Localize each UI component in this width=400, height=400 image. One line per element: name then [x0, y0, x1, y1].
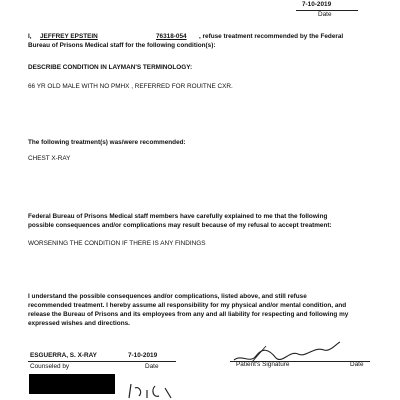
- patient-name: JEFFREY EPSTEIN: [40, 33, 98, 40]
- intro-suffix: , refuse treatment recommended by the Federal: [199, 33, 344, 40]
- condition-heading: DESCRIBE CONDITION IN LAYMAN'S TERMINOLOGY:: [28, 64, 193, 71]
- counseled-by-label: Counseled by: [30, 363, 70, 370]
- header-date-value: 7-10-2019: [302, 1, 332, 8]
- acknowledgement-line-4: expressed wishes and directions.: [28, 320, 130, 327]
- redaction-block: [29, 374, 115, 394]
- counselor-signature-line: [28, 361, 176, 362]
- header-date-label: Date: [318, 11, 332, 18]
- consequences-text: WORSENING THE CONDITION IF THERE IS ANY FINDINGS: [28, 240, 206, 247]
- treatment-text: CHEST X-RAY: [28, 155, 71, 162]
- counselor-date-label: Date: [145, 363, 159, 370]
- patient-signature-label: Patient's Signature: [236, 361, 290, 368]
- intro-prefix: I,: [28, 33, 32, 40]
- handwritten-initials-scribble: [125, 382, 195, 400]
- acknowledgement-line-1: I understand the possible consequences and/or complications, listed above, and still refuse: [28, 293, 307, 300]
- register-number: 76318-054: [156, 33, 187, 40]
- consequences-line-2: possible consequences and/or complications may result because of my refusal to accept treatment:: [28, 222, 332, 229]
- acknowledgement-line-2: recommended treatment. I hereby assume all responsibility for my physical and/or mental condition, and: [28, 302, 347, 309]
- condition-text: 66 YR OLD MALE WITH NO PMHX , REFERRED FOR ROUITNE CXR.: [28, 83, 233, 90]
- intro-line-2: Bureau of Prisons Medical staff for the following condition(s):: [28, 42, 216, 49]
- patient-date-label: Date: [350, 361, 364, 368]
- consequences-line-1: Federal Bureau of Prisons Medical staff members have carefully explained to me that the following: [28, 213, 328, 220]
- treatment-heading: The following treatment(s) was/were recommended:: [28, 139, 186, 146]
- counselor-date: 7-10-2019: [128, 352, 158, 359]
- acknowledgement-line-3: release the Bureau of Prisons and its employees from any and all liability for respecting and following my: [28, 311, 349, 318]
- counselor-name: ESGUERRA, S. X-RAY: [30, 352, 97, 359]
